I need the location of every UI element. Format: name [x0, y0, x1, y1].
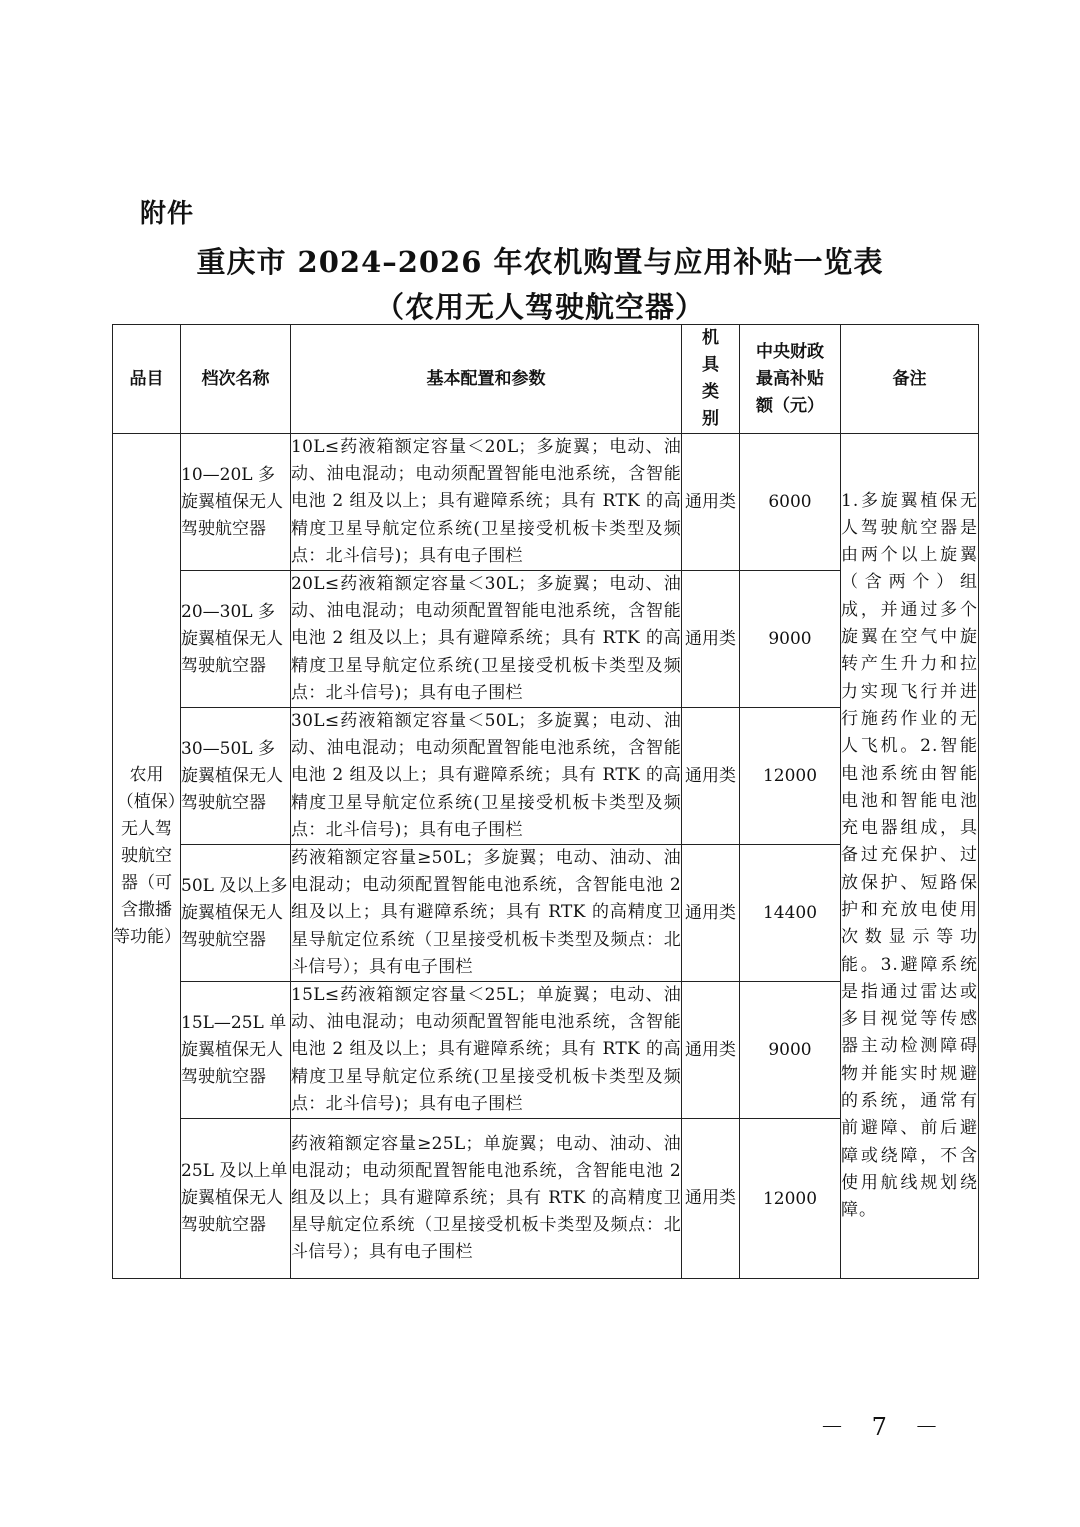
column-header-amount: 中央财政最高补贴额（元） [740, 325, 841, 434]
table-header-row [113, 325, 979, 434]
document-subtitle: （农用无人驾驶航空器） [374, 290, 705, 324]
column-header-notes: 备注 [841, 325, 979, 434]
tier-cell: 50L 及以上多旋翼植保无人驾驶航空器 [181, 845, 291, 982]
document-title: 重庆市 2024–2026 年农机购置与应用补贴一览表 [196, 245, 884, 279]
type-cell: 通用类 [682, 982, 740, 1119]
table-row [113, 434, 979, 571]
spec-cell: 药液箱额定容量≥50L；多旋翼；电动、油动、油电混动；电动须配置智能电池系统，含智能电池 2 组及以上；具有避障系统；具有 RTK 的高精度卫星导航定位系统（卫星接受机板卡类型及频点：北斗信号）；具有电子围栏 [291, 845, 682, 982]
spec-cell: 15L≤药液箱额定容量＜25L；单旋翼；电动、油动、油电混动；电动须配置智能电池系统，含智能电池 2 组及以上；具有避障系统；具有 RTK 的高精度卫星导航定位系统(卫星接受机板卡类型及频点：北斗信号)；具有电子围栏 [291, 982, 682, 1119]
column-header-type: 机具类别 [682, 325, 740, 434]
amount-cell: 14400 [740, 845, 841, 982]
spec-cell: 20L≤药液箱额定容量＜30L；多旋翼；电动、油动、油电混动；电动须配置智能电池系统，含智能电池 2 组及以上；具有避障系统；具有 RTK 的高精度卫星导航定位系统(卫星接受机板卡类型及频点：北斗信号)；具有电子围栏 [291, 571, 682, 708]
type-cell: 通用类 [682, 1119, 740, 1279]
amount-cell: 6000 [740, 434, 841, 571]
amount-cell: 12000 [740, 1119, 841, 1279]
subsidy-table [112, 324, 979, 1279]
column-header-tier: 档次名称 [181, 325, 291, 434]
type-cell: 通用类 [682, 571, 740, 708]
amount-cell: 9000 [740, 571, 841, 708]
page-number: － 7 － [820, 1413, 949, 1441]
column-header-spec: 基本配置和参数 [291, 325, 682, 434]
tier-cell: 10—20L 多旋翼植保无人驾驶航空器 [181, 434, 291, 571]
category-cell: 农用（植保）无人驾驶航空器（可含撒播等功能） [113, 434, 181, 1279]
tier-cell: 30—50L 多旋翼植保无人驾驶航空器 [181, 708, 291, 845]
type-cell: 通用类 [682, 434, 740, 571]
column-header-category: 品目 [113, 325, 181, 434]
spec-cell: 药液箱额定容量≥25L；单旋翼；电动、油动、油电混动；电动须配置智能电池系统，含智能电池 2 组及以上；具有避障系统；具有 RTK 的高精度卫星导航定位系统（卫星接受机板卡类型及频点：北斗信号）；具有电子围栏 [291, 1119, 682, 1279]
type-cell: 通用类 [682, 708, 740, 845]
tier-cell: 25L 及以上单旋翼植保无人驾驶航空器 [181, 1119, 291, 1279]
attachment-label: 附件 [140, 199, 195, 229]
tier-cell: 20—30L 多旋翼植保无人驾驶航空器 [181, 571, 291, 708]
spec-cell: 10L≤药液箱额定容量＜20L；多旋翼；电动、油动、油电混动；电动须配置智能电池系统，含智能电池 2 组及以上；具有避障系统；具有 RTK 的高精度卫星导航定位系统(卫星接受机板卡类型及频点：北斗信号)；具有电子围栏 [291, 434, 682, 571]
notes-cell: 1.多旋翼植保无人驾驶航空器是由两个以上旋翼（含两个）组成，并通过多个旋翼在空气中旋转产生升力和拉力实现飞行并进行施药作业的无人飞机。2.智能电池系统由智能电池和智能电池充电器组成，具备过充保护、过放保护、短路保护和充放电使用次数显示等功能。3.避障系统是指通过雷达或多目视觉等传感器主动检测障碍物并能实时规避的系统，通常有前避障、前后避障或绕障，不含使用航线规划绕障。 [841, 434, 979, 1279]
tier-cell: 15L—25L 单旋翼植保无人驾驶航空器 [181, 982, 291, 1119]
spec-cell: 30L≤药液箱额定容量＜50L；多旋翼；电动、油动、油电混动；电动须配置智能电池系统，含智能电池 2 组及以上；具有避障系统；具有 RTK 的高精度卫星导航定位系统(卫星接受机板卡类型及频点：北斗信号)；具有电子围栏 [291, 708, 682, 845]
type-cell: 通用类 [682, 845, 740, 982]
amount-cell: 9000 [740, 982, 841, 1119]
amount-cell: 12000 [740, 708, 841, 845]
